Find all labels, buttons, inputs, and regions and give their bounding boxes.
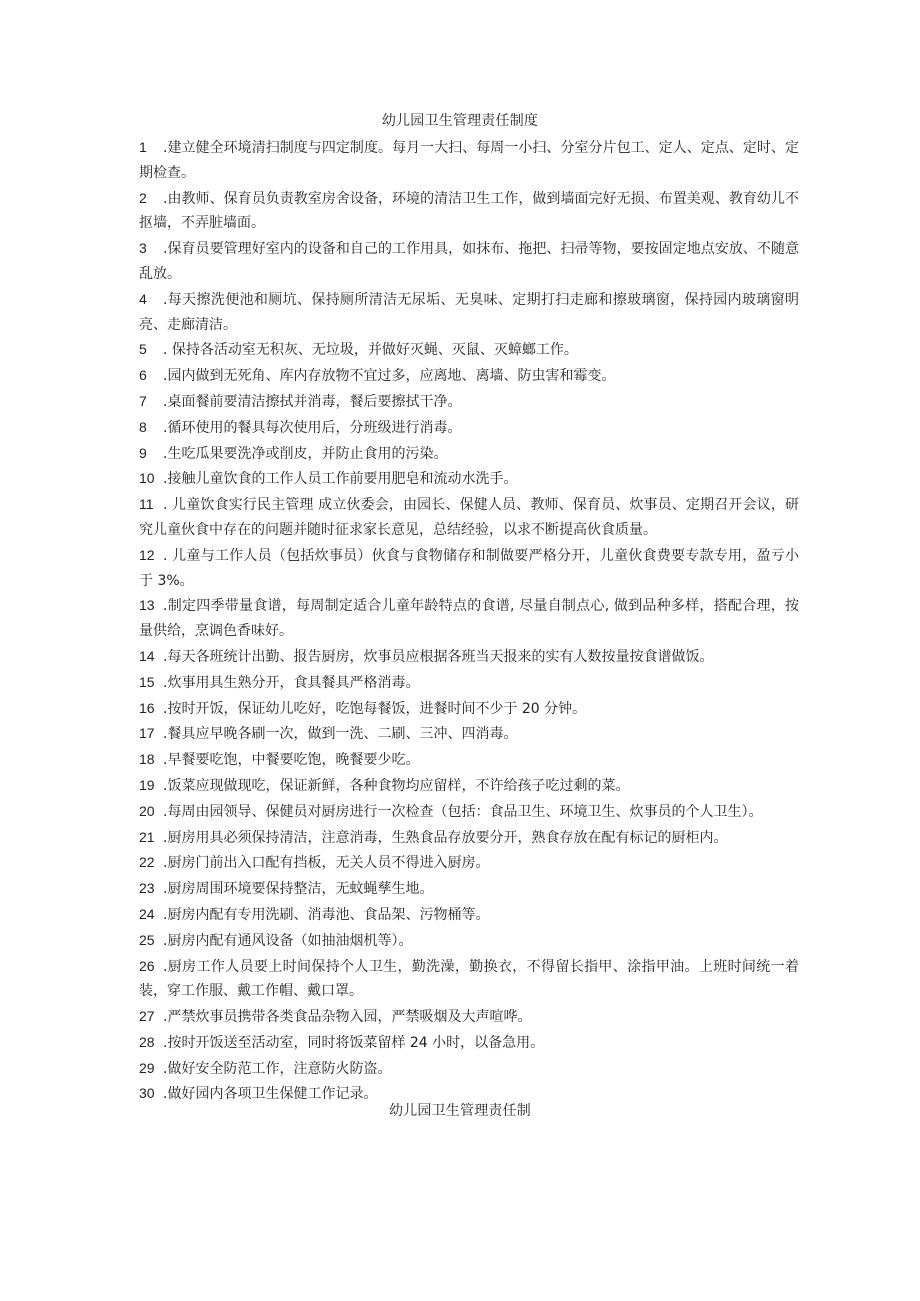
item-number: 18 (139, 751, 155, 768)
item-number: 20 (139, 802, 155, 819)
list-item (139, 954, 799, 1005)
item-text: .按时开饭，保证幼儿吃好，吃饱每餐饭，进餐时间不少于 20 分钟。 (163, 700, 587, 717)
list-item (139, 799, 799, 825)
item-text: . 保持各活动室无积灰、无垃圾，并做好灭蝇、灭鼠、灭蟑螂工作。 (163, 342, 578, 359)
item-text: .按时开饭送至活动室，同时将饭菜留样 24 小时，以备急用。 (163, 1034, 545, 1051)
item-text: .每周由园领导、保健员对厨房进行一次检查（包括：食品卫生、环境卫生、炊事员的个人卫生）。 (163, 803, 763, 820)
item-number: 5 (139, 341, 147, 358)
item-number: 7 (139, 392, 147, 409)
item-text: .厨房用具必须保持清洁，注意消毒，生熟食品存放要分开，熟食存放在配有标记的厨柜内。 (163, 829, 728, 846)
item-number: 12 (139, 546, 155, 563)
item-number: 6 (139, 367, 147, 384)
item-number: 28 (139, 1033, 155, 1050)
item-number: 16 (139, 699, 155, 716)
item-number: 15 (139, 673, 155, 690)
list-item (139, 670, 799, 696)
list-item (139, 543, 799, 594)
item-text: .每天擦洗便池和厕坑、保持厕所清洁无尿垢、无臭味、定期打扫走廊和擦玻璃窗，保持园内玻璃窗明亮、走廊清洁。 (139, 291, 799, 333)
item-text: .做好安全防范工作，注意防火防盗。 (163, 1060, 392, 1077)
list-item (139, 876, 799, 902)
document-title: 幼儿园卫生管理责任制度 (381, 113, 539, 129)
item-text: . 儿童饮食实行民主管理 成立伙委会，由园长、保健人员、教师、保育员、炊事员、定期召开会议，研究儿童伙食中存在的问题并随时征求家长意见，总结经验，以求不断提高伙食质量。 (139, 497, 799, 538)
item-number: 23 (139, 880, 155, 897)
item-text: .早餐要吃饱，中餐要吃饱，晚餐要少吃。 (163, 752, 420, 769)
item-text: .由教师、保育员负责教室房舍设备，环境的清洁卫生工作，做到墙面完好无损、布置美观、教育幼儿不抠墙，不弄脏墙面。 (139, 190, 799, 232)
item-number: 14 (139, 647, 155, 664)
item-text: .厨房工作人员要上时间保持个人卫生，勤洗澡，勤换衣，不得留长指甲、涂指甲油。上班时间统一着装，穿工作服、戴工作帽、戴口罩。 (139, 958, 799, 1000)
list-item (139, 135, 799, 186)
rules-list (139, 135, 799, 1107)
item-text: .厨房周围环境要保持整洁，无蚊蝇孳生地。 (163, 881, 434, 898)
list-item (139, 773, 799, 799)
list-item (139, 337, 799, 363)
item-number: 8 (139, 418, 147, 435)
list-item (139, 441, 799, 467)
list-item (139, 492, 799, 543)
item-number: 10 (139, 470, 155, 487)
list-item (139, 902, 799, 928)
item-number: 24 (139, 905, 155, 922)
item-number: 13 (139, 597, 155, 614)
item-text: .循环使用的餐具每次使用后，分班级进行消毒。 (163, 419, 462, 436)
item-text: . 儿童与工作人员（包括炊事员）伙食与食物储存和制做要严格分开，儿童伙食费要专款专用，盈亏小于 3%。 (139, 547, 799, 589)
item-text: .严禁炊事员携带各类食品杂物入园，严禁吸烟及大声喧哗。 (163, 1009, 532, 1026)
item-text: .厨房内配有专用洗刷、消毒池、食品架、污物桶等。 (163, 906, 490, 923)
item-number: 19 (139, 776, 155, 793)
list-item (139, 186, 799, 237)
list-item (139, 644, 799, 670)
item-text: .桌面餐前要清洁擦拭并消毒，餐后要擦拭干净。 (163, 393, 462, 410)
item-number: 2 (139, 189, 147, 206)
item-text: .每天各班统计出勤、报告厨房，炊事员应根据各班当天报来的实有人数按量按食谱做饭。 (163, 648, 714, 665)
list-item (139, 389, 799, 415)
list-item (139, 747, 799, 773)
item-number: 11 (139, 496, 154, 513)
item-text: .饭菜应现做现吃，保证新鲜，各种食物均应留样，不许给孩子吃过剩的菜。 (163, 777, 630, 794)
list-item (139, 1030, 799, 1056)
list-item (139, 825, 799, 851)
item-text: .制定四季带量食谱，每周制定适合儿童年龄特点的食谱, 尽量自制点心, 做到品种多样，搭配合理，按量供给，烹调色香味好。 (139, 598, 799, 640)
list-item (139, 415, 799, 441)
item-text: .建立健全环境清扫制度与四定制度。每月一大扫、每周一小扫、分室分片包工、定人、定点、定时、定期检查。 (139, 140, 799, 181)
item-text: .生吃瓜果要洗净或削皮，并防止食用的污染。 (163, 445, 448, 462)
item-text: .炊事用具生熟分开，食具餐具严格消毒。 (163, 674, 420, 691)
list-item (139, 363, 799, 389)
list-item (139, 1056, 799, 1082)
list-item (139, 287, 799, 338)
item-number: 29 (139, 1059, 155, 1076)
list-item (139, 593, 799, 644)
list-item (139, 850, 799, 876)
list-item (139, 466, 799, 492)
list-item (139, 236, 799, 287)
item-text: .保育员要管理好室内的设备和自己的工作用具，如抹布、拖把、扫帚等物，要按固定地点安放、不随意乱放。 (139, 241, 799, 282)
item-text: .厨房内配有通风设备（如抽油烟机等）。 (163, 932, 413, 949)
item-text: .做好园内各项卫生保健工作记录。 (163, 1086, 378, 1103)
item-number: 25 (139, 931, 155, 948)
item-number: 9 (139, 444, 147, 461)
item-number: 21 (139, 828, 155, 845)
item-number: 27 (139, 1008, 155, 1025)
item-number: 4 (139, 290, 147, 307)
item-text: .厨房门前出入口配有挡板，无关人员不得进入厨房。 (163, 855, 490, 872)
item-number: 3 (139, 240, 147, 257)
item-number: 1 (139, 139, 147, 155)
list-item (139, 721, 799, 747)
item-number: 30 (139, 1085, 155, 1102)
list-item (139, 928, 799, 954)
item-text: .餐具应早晚各刷一次，做到一洗、二刷、三冲、四消毒。 (163, 726, 518, 743)
item-number: 22 (139, 854, 155, 871)
item-text: .园内做到无死角、库内存放物不宜过多，应离地、离墙、防虫害和霉变。 (163, 368, 616, 385)
item-text: .接触儿童饮食的工作人员工作前要用肥皂和流动水洗手。 (163, 471, 518, 488)
document-footer-title: 幼儿园卫生管理责任制 (389, 1103, 531, 1119)
list-item (139, 696, 799, 722)
item-number: 26 (139, 957, 155, 974)
list-item (139, 1004, 799, 1030)
item-number: 17 (139, 725, 155, 742)
